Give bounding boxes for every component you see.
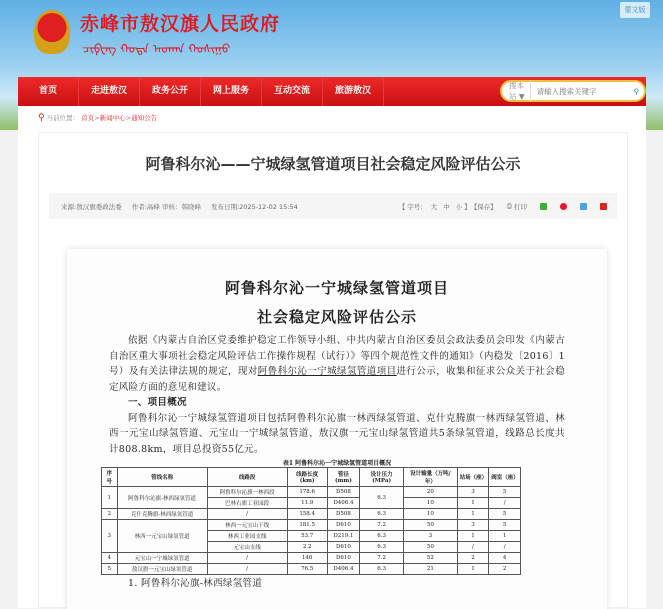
site-name-mongolian: ᠴᠢᠹᠧᠩ ᠬᠣᠲᠠ ᠠᠤᠬᠠᠨ ᠬᠣᠰᠢᠭᠤ	[82, 42, 231, 56]
table-cell: D406.4	[327, 498, 359, 509]
breadcrumb-label: 当前位置：	[46, 114, 80, 122]
breadcrumb-notices[interactable]: 通知公告	[131, 114, 158, 122]
table-cell: 1	[457, 498, 489, 509]
table-cell: D610	[327, 542, 359, 553]
location-pin-icon: ⚲	[38, 113, 45, 123]
th: 设计输量（万吨/年）	[404, 468, 457, 487]
breadcrumb	[38, 113, 157, 123]
font-size-close: 】	[464, 202, 471, 211]
table-cell: D508	[327, 487, 359, 498]
table-cell: 2.2	[287, 542, 327, 553]
table-cell: 6.3	[360, 564, 404, 575]
nav-home[interactable]: 首页	[18, 77, 79, 106]
th: 线路长度(km)	[287, 468, 327, 487]
search-input[interactable]	[531, 87, 634, 96]
mongolian-version-button[interactable]: 蒙文版	[620, 2, 650, 18]
nav-online-services[interactable]: 网上服务	[201, 77, 262, 106]
table-cell: 3	[457, 520, 489, 531]
font-size-label: 【 字号：	[398, 202, 427, 211]
table-header-row	[102, 468, 521, 487]
table-cell: 元宝山一宁城绿氢管道	[117, 553, 207, 564]
table-cell: 林西工业园支线	[207, 531, 287, 542]
table-cell: 10	[404, 509, 457, 520]
table-cell: 5	[489, 509, 521, 520]
table-cell: D219.1	[327, 531, 359, 542]
table-cell: 158.4	[287, 509, 327, 520]
table-cell: 53.7	[287, 531, 327, 542]
table-cell: /	[207, 553, 287, 564]
site-name: 赤峰市敖汉旗人民政府	[80, 13, 281, 35]
table-cell: 5	[102, 564, 118, 575]
table-row	[102, 487, 521, 498]
table-cell: 林西一元宝山干线	[207, 520, 287, 531]
font-medium-button[interactable]: 中	[443, 202, 450, 211]
table-cell: 10	[404, 498, 457, 509]
doc-paragraph-1	[67, 333, 607, 395]
table-cell: 元宝山支线	[207, 542, 287, 553]
table-cell: 2	[457, 553, 489, 564]
nav-tourism[interactable]: 旅游敖汉	[323, 77, 384, 106]
article-panel	[38, 132, 628, 608]
print-button[interactable]: 打印	[514, 202, 527, 211]
table-row	[102, 520, 521, 531]
article-date: 发布日期:2025-12-02 15:54	[210, 202, 298, 211]
table-cell: 4	[489, 553, 521, 564]
pdf-share-icon[interactable]	[600, 203, 607, 210]
table-cell: D610	[327, 553, 359, 564]
printer-icon: ⎙	[506, 201, 512, 210]
table-cell: 7.2	[360, 553, 404, 564]
table-cell: 2	[489, 564, 521, 575]
search-box	[500, 80, 646, 102]
table-cell: 7.2	[360, 520, 404, 531]
table-cell: 1	[102, 487, 118, 509]
table-cell: 敖汉旗一元宝山绿氢管道	[117, 564, 207, 575]
table-cell: 5	[489, 520, 521, 531]
table-cell: 52	[404, 553, 457, 564]
doc-paragraph-2: 阿鲁科尔沁一宁城绿氢管道项目包括阿鲁科尔沁旗一林西绿氢管道、克什克腾旗一林西绿氢管道、林西一元宝山绿氢管道、元宝山一宁城绿氢管道、敖汉旗一元宝山绿氢管道共5条绿氢管道，线路总长度共计808.8km，项目总投资55亿元。	[109, 412, 565, 455]
breadcrumb-news[interactable]: 新闻中心	[99, 114, 126, 122]
table-cell: 1	[457, 509, 489, 520]
table-row	[102, 564, 521, 575]
nav-interaction[interactable]: 互动交流	[262, 77, 323, 106]
save-button[interactable]: 【保存】	[470, 202, 497, 211]
table-cell: 3	[404, 531, 457, 542]
th: 线路段	[207, 468, 287, 487]
content-area	[18, 106, 646, 608]
table-cell: D610	[327, 520, 359, 531]
font-large-button[interactable]: 大	[430, 202, 438, 211]
table-cell: 50	[404, 542, 457, 553]
table-cell: 6.3	[360, 487, 404, 509]
th: 阀室（座）	[489, 468, 521, 487]
table-cell: 1	[489, 531, 521, 542]
table-cell: D508	[327, 509, 359, 520]
table-cell: D406.4	[327, 564, 359, 575]
table-cell: 克什克腾旗-林西绿氢管道	[117, 509, 207, 520]
national-emblem-icon	[34, 10, 70, 54]
nav-about[interactable]: 走进敖汉	[79, 77, 140, 106]
table-cell: /	[207, 509, 287, 520]
table-row	[102, 553, 521, 564]
wechat-share-icon[interactable]	[540, 203, 547, 210]
table-cell: 2	[102, 509, 118, 520]
table-cell: /	[207, 564, 287, 575]
table-cell: 阿鲁科尔沁旗-林西绿氢管道	[117, 487, 207, 509]
table-row	[102, 509, 521, 520]
article-source: 来源:敖汉旗委政法委	[61, 202, 122, 211]
table-cell: 林西一元宝山绿氢管道	[117, 520, 207, 553]
table-cell: 6.3	[360, 531, 404, 542]
project-table	[101, 467, 521, 575]
th: 设计压力(MPa)	[360, 468, 404, 487]
article-title: 阿鲁科尔沁——宁城绿氢管道项目社会稳定风险评估公示	[145, 155, 521, 173]
table-cell: 5	[489, 487, 521, 498]
table-cell: 3	[102, 520, 118, 553]
weibo-share-icon[interactable]	[560, 203, 567, 210]
breadcrumb-home[interactable]: 首页	[81, 114, 95, 122]
th: 站场（座）	[457, 468, 489, 487]
table-cell: 178.6	[287, 487, 327, 498]
doc-heading-1: 一、项目概况	[128, 397, 187, 408]
table-cell: 20	[404, 487, 457, 498]
nav-government-affairs[interactable]: 政务公开	[140, 77, 201, 106]
table-cell: /	[457, 542, 489, 553]
table-cell: 11.9	[287, 498, 327, 509]
table-cell: 1	[457, 564, 489, 575]
doc-title-line2: 社会稳定风险评估公示	[256, 308, 417, 326]
table-caption: 表1 阿鲁科尔沁一宁城绿氢管道项目概况	[282, 460, 392, 467]
table-cell: 巴林右旗工业园段	[207, 498, 287, 509]
doc-project-name: 阿鲁科尔沁一宁城绿氢管道项目	[257, 366, 397, 377]
th: 序号	[102, 468, 118, 487]
table-cell: 6.3	[360, 542, 404, 553]
document-image	[67, 249, 607, 609]
doc-text: 进行公示，收集和征求公众关于社会稳定风险方面的意见和建议。	[109, 366, 565, 393]
doc-subheading: 1. 阿鲁科尔沁旗-林西绿氢管道	[128, 578, 263, 589]
th: 管径(mm)	[327, 468, 359, 487]
article-meta	[49, 193, 617, 219]
table-cell: 4	[102, 553, 118, 564]
table-cell: 阿鲁科尔沁旗一林西段	[207, 487, 287, 498]
breadcrumb-sep: >	[125, 114, 132, 122]
search-icon[interactable]: ⚲	[633, 86, 640, 96]
article-author: 作者:高峰 审核：韩晓峰	[131, 202, 201, 211]
table-cell: /	[489, 498, 521, 509]
table-cell: /	[489, 542, 521, 553]
font-small-button[interactable]: 小	[455, 202, 463, 211]
table-cell: 76.5	[287, 564, 327, 575]
table-cell: 21	[404, 564, 457, 575]
table-cell: 3	[457, 487, 489, 498]
th: 管线名称	[117, 468, 207, 487]
table-cell: 146	[287, 553, 327, 564]
breadcrumb-sep: >	[94, 114, 100, 122]
doc-title-line1: 阿鲁科尔沁一宁城绿氢管道项目	[224, 279, 449, 297]
table-cell: 50	[404, 520, 457, 531]
table-cell: 181.5	[287, 520, 327, 531]
doc-text: 依据《内蒙古自治区党委维护稳定工作领导小组、中共内蒙古自治区委员会政法委员会印发《内蒙古自治区重大事项社会稳定风险评估工作操作规程（试行）》等四个规范性文件的通知》（内稳发〔2016〕1号）及有关法律法规的规定，现对	[109, 335, 565, 377]
qzone-share-icon[interactable]	[580, 203, 587, 210]
search-scope-dropdown[interactable]: 搜本站 ▼	[502, 80, 531, 102]
table-cell: 6.3	[360, 509, 404, 520]
table-cell: 1	[457, 531, 489, 542]
